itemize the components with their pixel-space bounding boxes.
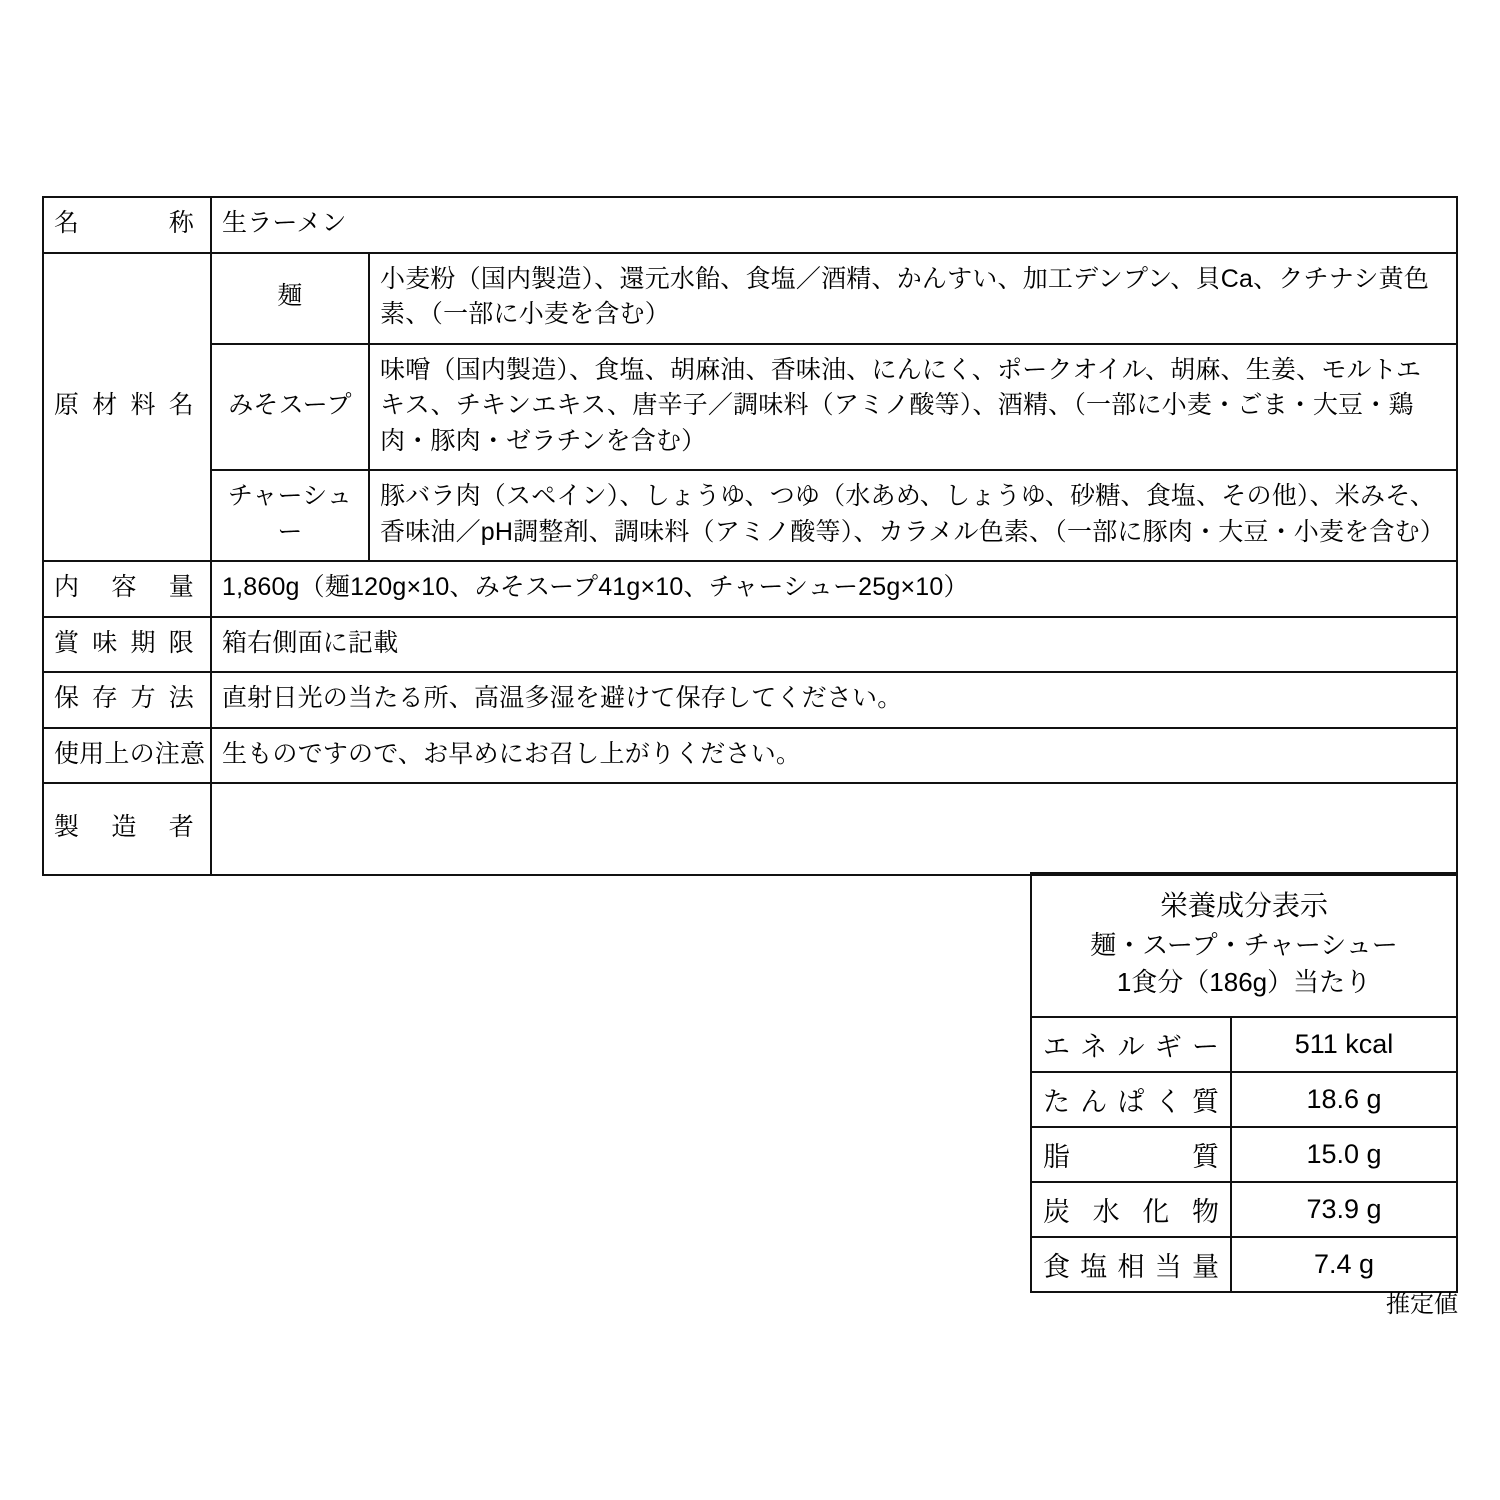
- nutrition-facts-block: [1030, 872, 1458, 1318]
- nutrition-estimate-note: 推定値: [1386, 1291, 1458, 1318]
- nutrition-table: [1030, 872, 1458, 1293]
- nutrition-row-protein: [1031, 1072, 1457, 1127]
- table-row-ingredients-soup: [43, 344, 1457, 471]
- nutrition-row-carbs: [1031, 1182, 1457, 1237]
- ingredient-sub-chashu: チャーシュー: [211, 470, 369, 561]
- nutrition-label-salt: 食塩相当量: [1031, 1237, 1231, 1292]
- row-label-caution: 使用上の注意: [43, 728, 211, 784]
- table-row-bestbefore: [43, 617, 1457, 673]
- row-value-content: 1,860g（麺120g×10、みそスープ41g×10、チャーシュー25g×10）: [211, 561, 1457, 617]
- row-label-content: 内 容 量: [43, 561, 211, 617]
- nutrition-label-protein: たんぱく質: [1031, 1072, 1231, 1127]
- nutrition-subtitle-1: 麺・スープ・チャーシュー: [1090, 929, 1398, 960]
- nutrition-title-cell: [1031, 873, 1457, 1017]
- row-value-bestbefore: 箱右側面に記載: [211, 617, 1457, 673]
- row-label-bestbefore: 賞 味 期 限: [43, 617, 211, 673]
- nutrition-title: 栄養成分表示: [1159, 890, 1328, 921]
- nutrition-subtitle-2: 1食分（186g）当たり: [1116, 967, 1372, 998]
- table-row-maker: [43, 783, 1457, 875]
- nutrition-label-carbs: 炭水化物: [1031, 1182, 1231, 1237]
- table-row-content: [43, 561, 1457, 617]
- table-row-ingredients-chashu: [43, 470, 1457, 561]
- ingredient-text-soup: 味噌（国内製造）、食塩、胡麻油、香味油、にんにく、ポークオイル、胡麻、生姜、モルトエキス、チキンエキス、唐辛子／調味料（アミノ酸等）、酒精、（一部に小麦・ごま・大豆・鶏肉・豚肉・ゼラチンを含む）: [369, 344, 1457, 471]
- ingredient-text-chashu: 豚バラ肉（スペイン）、しょうゆ、つゆ（水あめ、しょうゆ、砂糖、食塩、その他）、米みそ、香味油／pH調整剤、調味料（アミノ酸等）、カラメル色素、（一部に豚肉・大豆・小麦を含む）: [369, 470, 1457, 561]
- ingredient-sub-noodle: 麺: [211, 253, 369, 344]
- nutrition-value-salt: 7.4 g: [1231, 1237, 1457, 1292]
- nutrition-value-fat: 15.0 g: [1231, 1127, 1457, 1182]
- table-row-name: [43, 197, 1457, 253]
- ingredient-text-noodle: 小麦粉（国内製造）、還元水飴、食塩／酒精、かんすい、加工デンプン、貝Ca、クチナシ黄色素、（一部に小麦を含む）: [369, 253, 1457, 344]
- row-label-ingredients: 原材料名: [43, 253, 211, 562]
- row-label-storage: 保 存 方 法: [43, 672, 211, 728]
- nutrition-value-carbs: 73.9 g: [1231, 1182, 1457, 1237]
- table-row-storage: [43, 672, 1457, 728]
- product-label-table: [42, 196, 1458, 876]
- nutrition-label-fat: 脂 質: [1031, 1127, 1231, 1182]
- row-label-maker: 製 造 者: [43, 783, 211, 875]
- row-value-name: 生ラーメン: [211, 197, 1457, 253]
- row-value-maker: [211, 783, 1457, 875]
- nutrition-value-energy: 511 kcal: [1231, 1017, 1457, 1072]
- nutrition-row-energy: [1031, 1017, 1457, 1072]
- row-value-caution: 生ものですので、お早めにお召し上がりください。: [211, 728, 1457, 784]
- row-value-storage: 直射日光の当たる所、高温多湿を避けて保存してください。: [211, 672, 1457, 728]
- ingredient-sub-soup: みそスープ: [211, 344, 369, 471]
- nutrition-title-row: [1031, 873, 1457, 1017]
- table-row-caution: [43, 728, 1457, 784]
- nutrition-row-fat: [1031, 1127, 1457, 1182]
- nutrition-label-energy: エネルギー: [1031, 1017, 1231, 1072]
- nutrition-value-protein: 18.6 g: [1231, 1072, 1457, 1127]
- table-row-ingredients-noodle: [43, 253, 1457, 344]
- row-label-name: 名 称: [43, 197, 211, 253]
